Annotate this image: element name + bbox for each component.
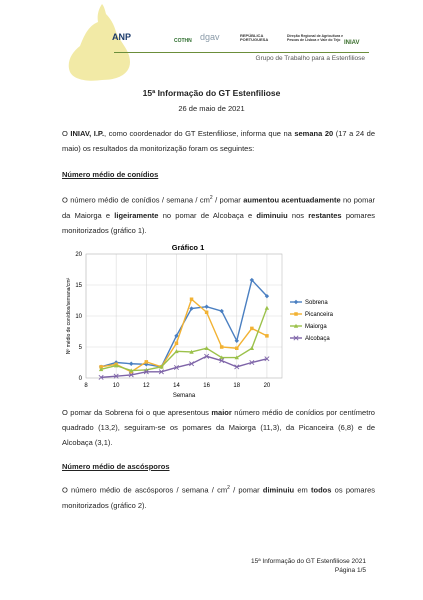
x-tick-label: 10 — [112, 383, 120, 389]
partner-logos — [112, 32, 362, 54]
legend-label: Maiorga — [305, 324, 327, 331]
data-point-picanceira — [220, 345, 224, 349]
data-point-picanceira — [175, 342, 179, 346]
x-axis-label: Semana — [172, 393, 196, 399]
logo-republica: REPÚBLICA PORTUGUESA — [240, 33, 269, 42]
data-point-picanceira — [145, 360, 149, 364]
legend-marker — [294, 312, 298, 316]
data-point-maiorga — [265, 306, 269, 310]
legend-marker — [294, 300, 298, 304]
legend-label: Alcobaça — [305, 336, 330, 343]
x-tick-label: 12 — [142, 383, 150, 389]
series-line-picanceira — [101, 299, 267, 372]
section-heading-conidios: Número médio de conídios — [62, 170, 159, 179]
x-tick-label: 14 — [173, 383, 180, 389]
logo-anp: ANP — [112, 32, 132, 42]
results-paragraph: O pomar da Sobrena foi o que apresentous maior número médio de conídios por centímetro quadrado (13,2), seguiram-se os pomares da Maiorga (11,3), da Picanceira (6,8) e de Alcobaça (3,1). — [62, 408, 375, 447]
intro-paragraph: O INIAV, I.P., como coordenador do GT Estenfiliose, informa que na semana 20 (17 a 24 de maio) os resultados da monitorização foram os seguintes: — [62, 129, 376, 153]
data-point-picanceira — [190, 298, 194, 302]
x-tick-label: 18 — [233, 383, 241, 389]
y-tick-label: 0 — [78, 376, 82, 382]
conidios-paragraph: O número médio de conídios / semana / $cm^2$ / pomar aumentou acentuadamente no pomar da Maiorga e ligeiramente no pomar de Alcobaça e diminuiu nos restantes pomares monitorizados (gráfico 1). — [62, 195, 376, 235]
page-number: Página 1/5 — [334, 567, 366, 574]
y-axis-label: Nº médio de conídios/semana/cm² — [66, 277, 72, 355]
ascosporos-paragraph: O número médio de ascósporos / semana / $cm^2$ / pomar diminuiu em todos os pomares monitorizados (gráfico 2). — [62, 485, 375, 510]
data-point-picanceira — [235, 346, 239, 350]
header-divider — [114, 52, 369, 53]
y-tick-label: 15 — [75, 283, 82, 289]
y-tick-label: 20 — [75, 252, 82, 258]
page-title: 15ª Informação do GT Estenfiliose — [142, 88, 281, 98]
data-point-sobrena — [129, 362, 133, 366]
series-line-alcobaça — [101, 356, 267, 377]
legend-label: Sobrena — [305, 300, 328, 307]
logo-dgav: dgav — [200, 32, 220, 42]
x-tick-label: 20 — [263, 383, 271, 389]
y-tick-label: 5 — [78, 345, 82, 351]
group-name: Grupo de Trabalho para a Estenfiliose — [255, 55, 365, 62]
data-point-picanceira — [205, 311, 209, 315]
logo-iniav: INIAV — [344, 40, 360, 46]
legend-label: Picanceira — [305, 312, 334, 319]
x-tick-label: 8 — [84, 383, 88, 389]
x-tick-label: 16 — [203, 383, 210, 389]
data-point-sobrena — [204, 305, 208, 309]
logo-cothn: COTHN — [174, 38, 192, 44]
chart-grafico-1 — [62, 240, 362, 402]
data-point-picanceira — [265, 334, 269, 338]
footer-title: 15ª Informação do GT Estenfiliose 2021 — [250, 558, 366, 565]
y-tick-label: 10 — [75, 314, 82, 320]
data-point-maiorga — [250, 346, 254, 350]
section-heading-ascosporos: Número médio de ascósporos — [62, 462, 170, 471]
document-date: 26 de maio de 2021 — [178, 104, 245, 113]
chart-title: Gráfico 1 — [171, 243, 205, 252]
logo-dra: Direção Regional de Agricultura e Pescas de Lisboa e Vale do Tejo — [287, 34, 344, 42]
data-point-picanceira — [250, 327, 254, 331]
